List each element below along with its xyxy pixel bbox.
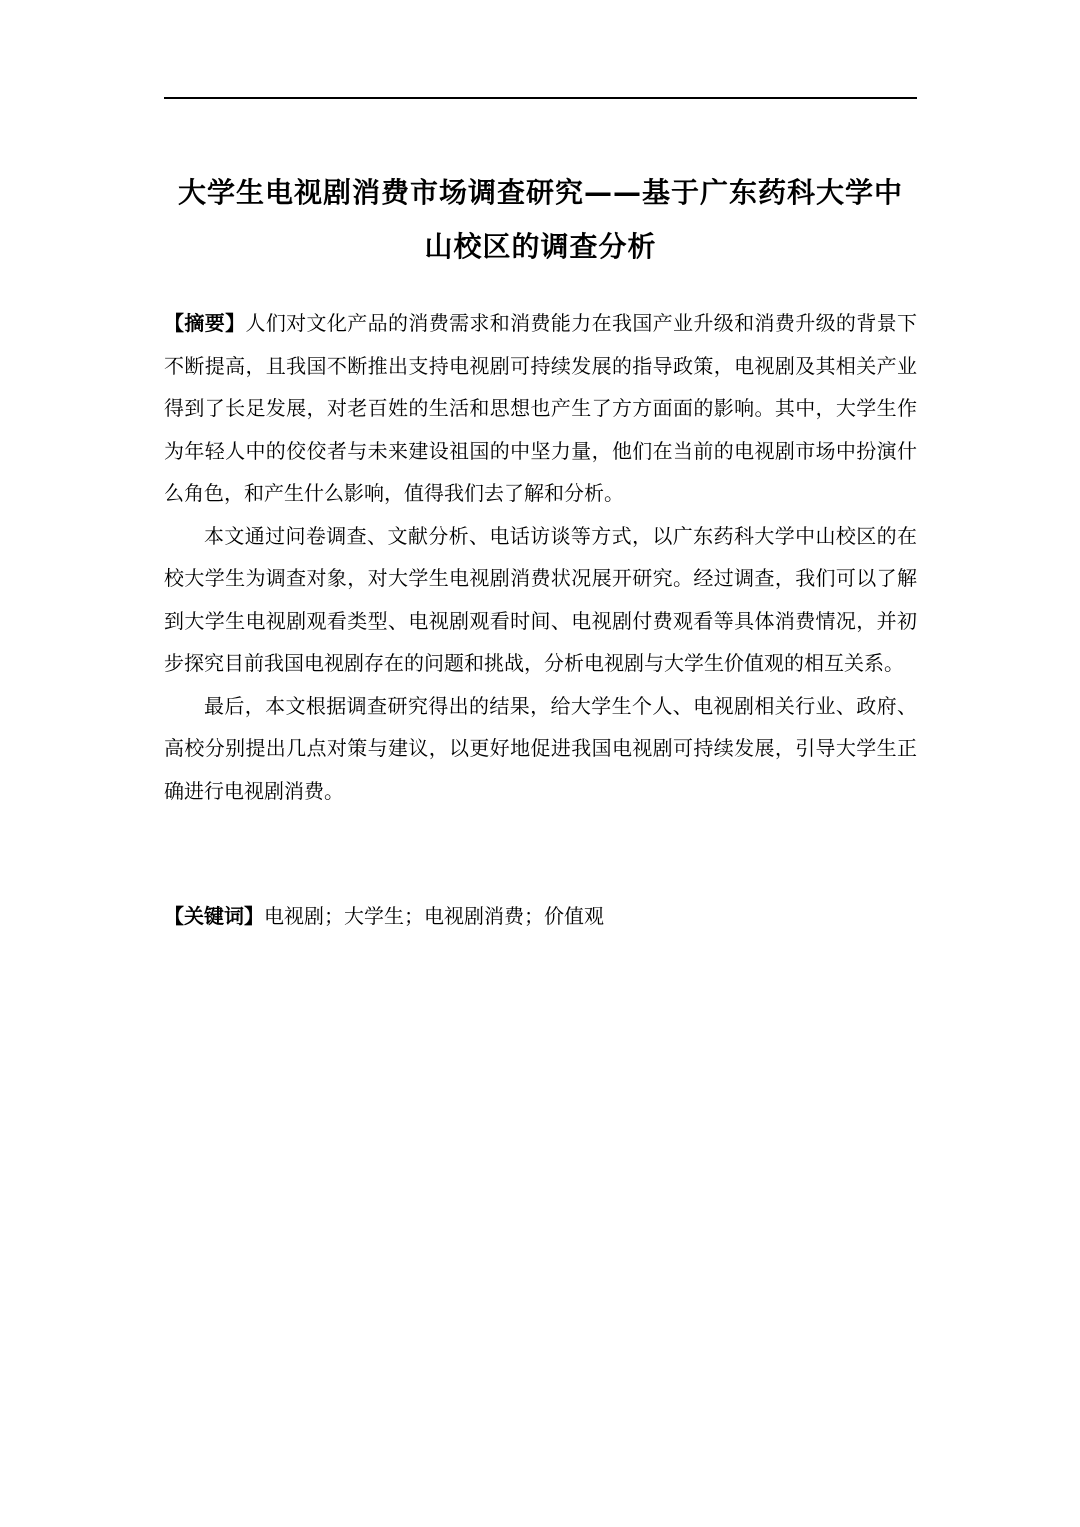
abstract-paragraph-3: 最后，本文根据调查研究得出的结果，给大学生个人、电视剧相关行业、政府、高校分别提出几点对策与建议，以更好地促进我国电视剧可持续发展，引导大学生正确进行电视剧消费。 [164, 693, 917, 803]
keywords-label: 【关键词】 [164, 904, 264, 928]
header-rule [164, 97, 917, 99]
abstract-paragraph-2: 本文通过问卷调查、文献分析、电话访谈等方式，以广东药科大学中山校区的在校大学生为调查对象，对大学生电视剧消费状况展开研究。经过调查，我们可以了解到大学生电视剧观看类型、电视剧观看时间、电视剧付费观看等具体消费情况，并初步探究目前我国电视剧存在的问题和挑战，分析电视剧与大学生价值观的相互关系。 [164, 523, 917, 675]
keywords-section [164, 895, 917, 937]
abstract-text-1: 人们对文化产品的消费需求和消费能力在我国产业升级和消费升级的背景下不断提高，且我国不断推出支持电视剧可持续发展的指导政策，电视剧及其相关产业得到了长足发展，对老百姓的生活和思想也产生了方方面面的影响。其中，大学生作为年轻人中的佼佼者与未来建设祖国的中坚力量，他们在当前的电视剧市场中扮演什么角色，和产生什么影响，值得我们去了解和分析。 [164, 311, 918, 505]
abstract-section [164, 302, 917, 812]
abstract-label: 【摘要】 [164, 311, 246, 335]
abstract-paragraph-1 [164, 302, 917, 515]
document-title: 大学生电视剧消费市场调查研究——基于广东药科大学中山校区的调查分析 [177, 176, 903, 263]
keywords-text: 电视剧；大学生；电视剧消费；价值观 [264, 904, 604, 928]
